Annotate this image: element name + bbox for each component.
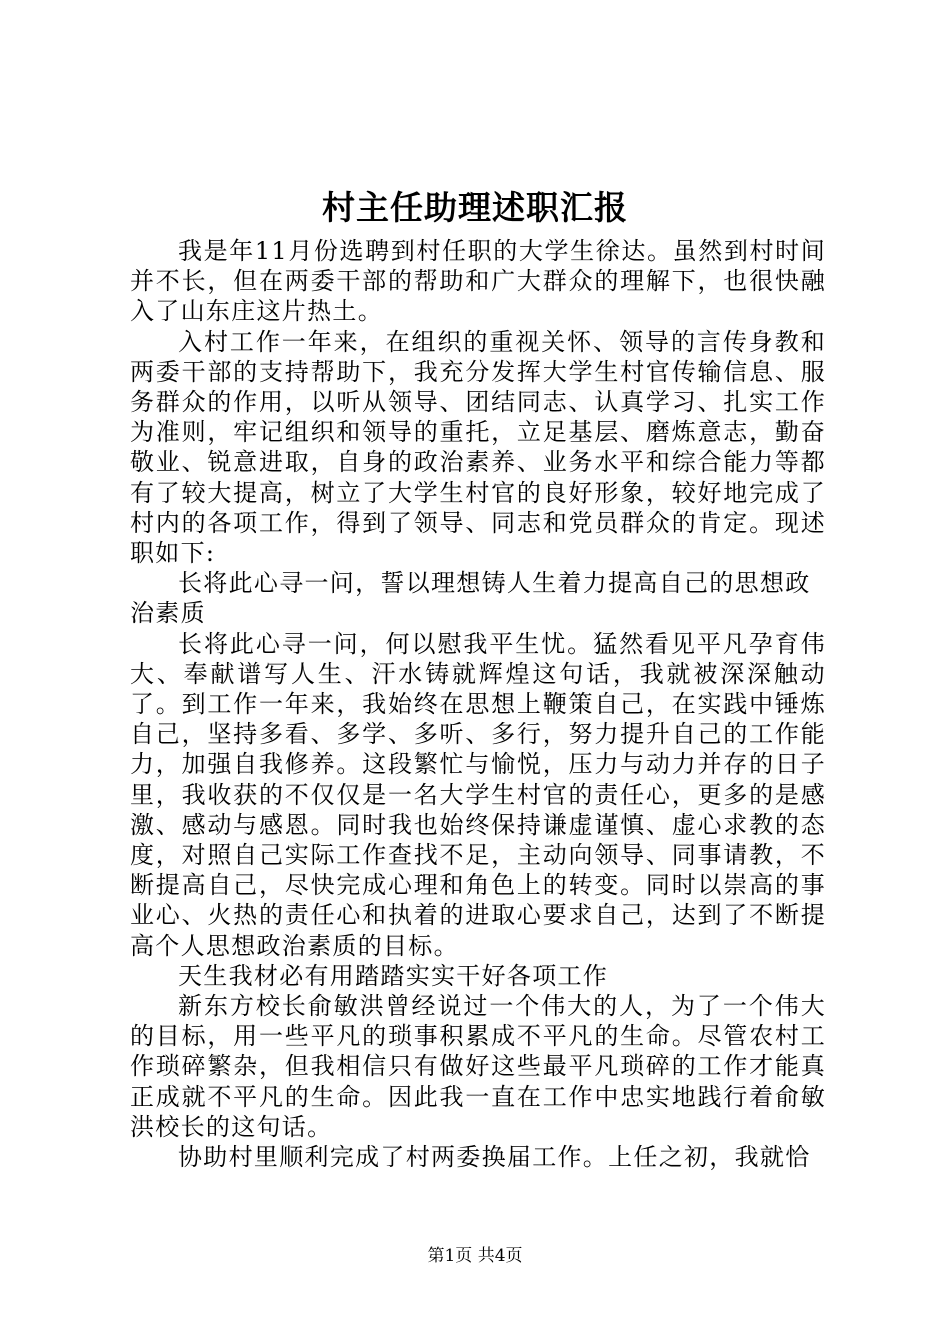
page-title: 村主任助理述职汇报 [322, 188, 628, 227]
paragraph-election: 协助村里顺利完成了村两委换届工作。上任之初，我就恰 [178, 1143, 811, 1172]
paragraph-overview: 入村工作一年来，在组织的重视关怀、领导的言传身教和两委干部的支持帮助下，我充分发挥大学生村官传输信息、服务群众的作用，以听从领导、团结同志、认真学习、扎实工作为准则，牢记组织和领导的重托，立足基层、磨炼意志，勤奋敬业、锐意进取，自身的政治素养、业务水平和综合能力等都有了较大提高，树立了大学生村官的良好形象，较好地完成了村内的各项工作，得到了领导、同志和党员群众的肯定。现述职如下: [130, 327, 826, 568]
document-body [130, 236, 826, 1172]
paragraph-work: 新东方校长俞敏洪曾经说过一个伟大的人，为了一个伟大的目标，用一些平凡的琐事积累成不平凡的生命。尽管农村工作琐碎繁杂，但我相信只有做好这些最平凡琐碎的工作才能真正成就不平凡的生命。因此我一直在工作中忠实地践行着俞敏洪校长的这句话。 [130, 992, 826, 1141]
paragraph-intro: 我是年11月份选聘到村任职的大学生徐达。虽然到村时间并不长，但在两委干部的帮助和广大群众的理解下，也很快融入了山东庄这片热土。 [130, 237, 826, 326]
section-heading-work: 天生我材必有用踏踏实实干好各项工作 [178, 961, 609, 990]
page-footer: 第1页 共4页 [427, 1246, 523, 1266]
section-heading-ideology: 长将此心寻一问，誓以理想铸人生着力提高自己的思想政治素质 [130, 569, 811, 628]
paragraph-ideology: 长将此心寻一问，何以慰我平生忧。猛然看见平凡孕育伟大、奉献谱写人生、汗水铸就辉煌这句话，我就被深深触动了。到工作一年来，我始终在思想上鞭策自己，在实践中锤炼自己，坚持多看、多学、多听、多行，努力提升自己的工作能力，加强自我修养。这段繁忙与愉悦，压力与动力并存的日子里，我收获的不仅仅是一名大学生村官的责任心，更多的是感激、感动与感恩。同时我也始终保持谦虚谨慎、虚心求教的态度，对照自己实际工作查找不足，主动向领导、同事请教，不断提高自己，尽快完成心理和角色上的转变。同时以崇高的事业心、火热的责任心和执着的进取心要求自己，达到了不断提高个人思想政治素质的目标。 [130, 629, 826, 960]
